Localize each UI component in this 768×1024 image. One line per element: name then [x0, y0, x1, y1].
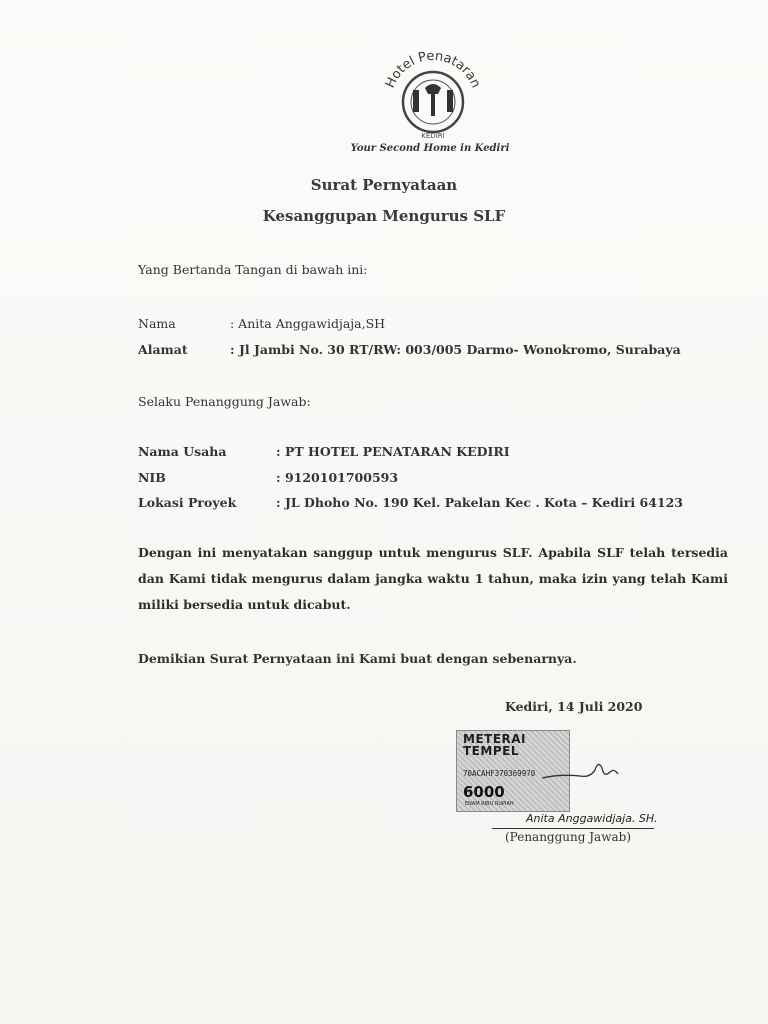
- nib-value: : 9120101700593: [276, 470, 399, 485]
- signer-role: (Penanggung Jawab): [505, 830, 631, 844]
- place-date: Kediri, 14 Juli 2020: [505, 699, 643, 714]
- signature-line: [492, 828, 654, 829]
- stamp-value: 6000: [463, 783, 505, 801]
- document-title: Surat Pernyataan: [310, 176, 458, 194]
- logo-city: KEDIRI: [421, 132, 445, 140]
- stamp-code: 70ACAHF370369970: [463, 769, 536, 778]
- location-label: Lokasi Proyek: [138, 495, 237, 510]
- business-label: Nama Usaha: [138, 444, 227, 459]
- nib-label: NIB: [138, 470, 166, 485]
- name-value: : Anita Anggawidjaja,SH: [230, 316, 386, 331]
- hotel-logo: [373, 50, 493, 140]
- logo-text: Hotel Penataran: [382, 50, 484, 91]
- intro-text: Yang Bertanda Tangan di bawah ini:: [138, 262, 368, 277]
- business-value: : PT HOTEL PENATARAN KEDIRI: [276, 444, 510, 459]
- location-value: : JL Dhoho No. 190 Kel. Pakelan Kec . Kota – Kediri 64123: [276, 495, 683, 510]
- address-value: : Jl Jambi No. 30 RT/RW: 003/005 Darmo- Wonokromo, Surabaya: [230, 342, 681, 357]
- name-label: Nama: [138, 316, 176, 331]
- stamp-title: METERAI TEMPEL: [463, 732, 527, 758]
- signature-scribble-icon: [540, 756, 620, 786]
- stamp-words: ENAM RIBU RUPIAH: [465, 801, 514, 807]
- closing-text: Demikian Surat Pernyataan ini Kami buat dengan sebenarnya.: [138, 651, 577, 666]
- statement-paragraph: Dengan ini menyatakan sanggup untuk mengurus SLF. Apabila SLF telah tersedia dan Kami tidak mengurus dalam jangka waktu 1 tahun, maka izin yang telah Kami miliki bersedia untuk dicabut.: [138, 545, 728, 612]
- signer-name: Anita Anggawidjaja. SH.: [526, 812, 658, 825]
- document-subtitle: Kesanggupan Mengurus SLF: [262, 207, 506, 225]
- address-label: Alamat: [138, 342, 188, 357]
- role-intro: Selaku Penanggung Jawab:: [138, 394, 311, 409]
- tagline: Your Second Home in Kediri: [350, 143, 510, 154]
